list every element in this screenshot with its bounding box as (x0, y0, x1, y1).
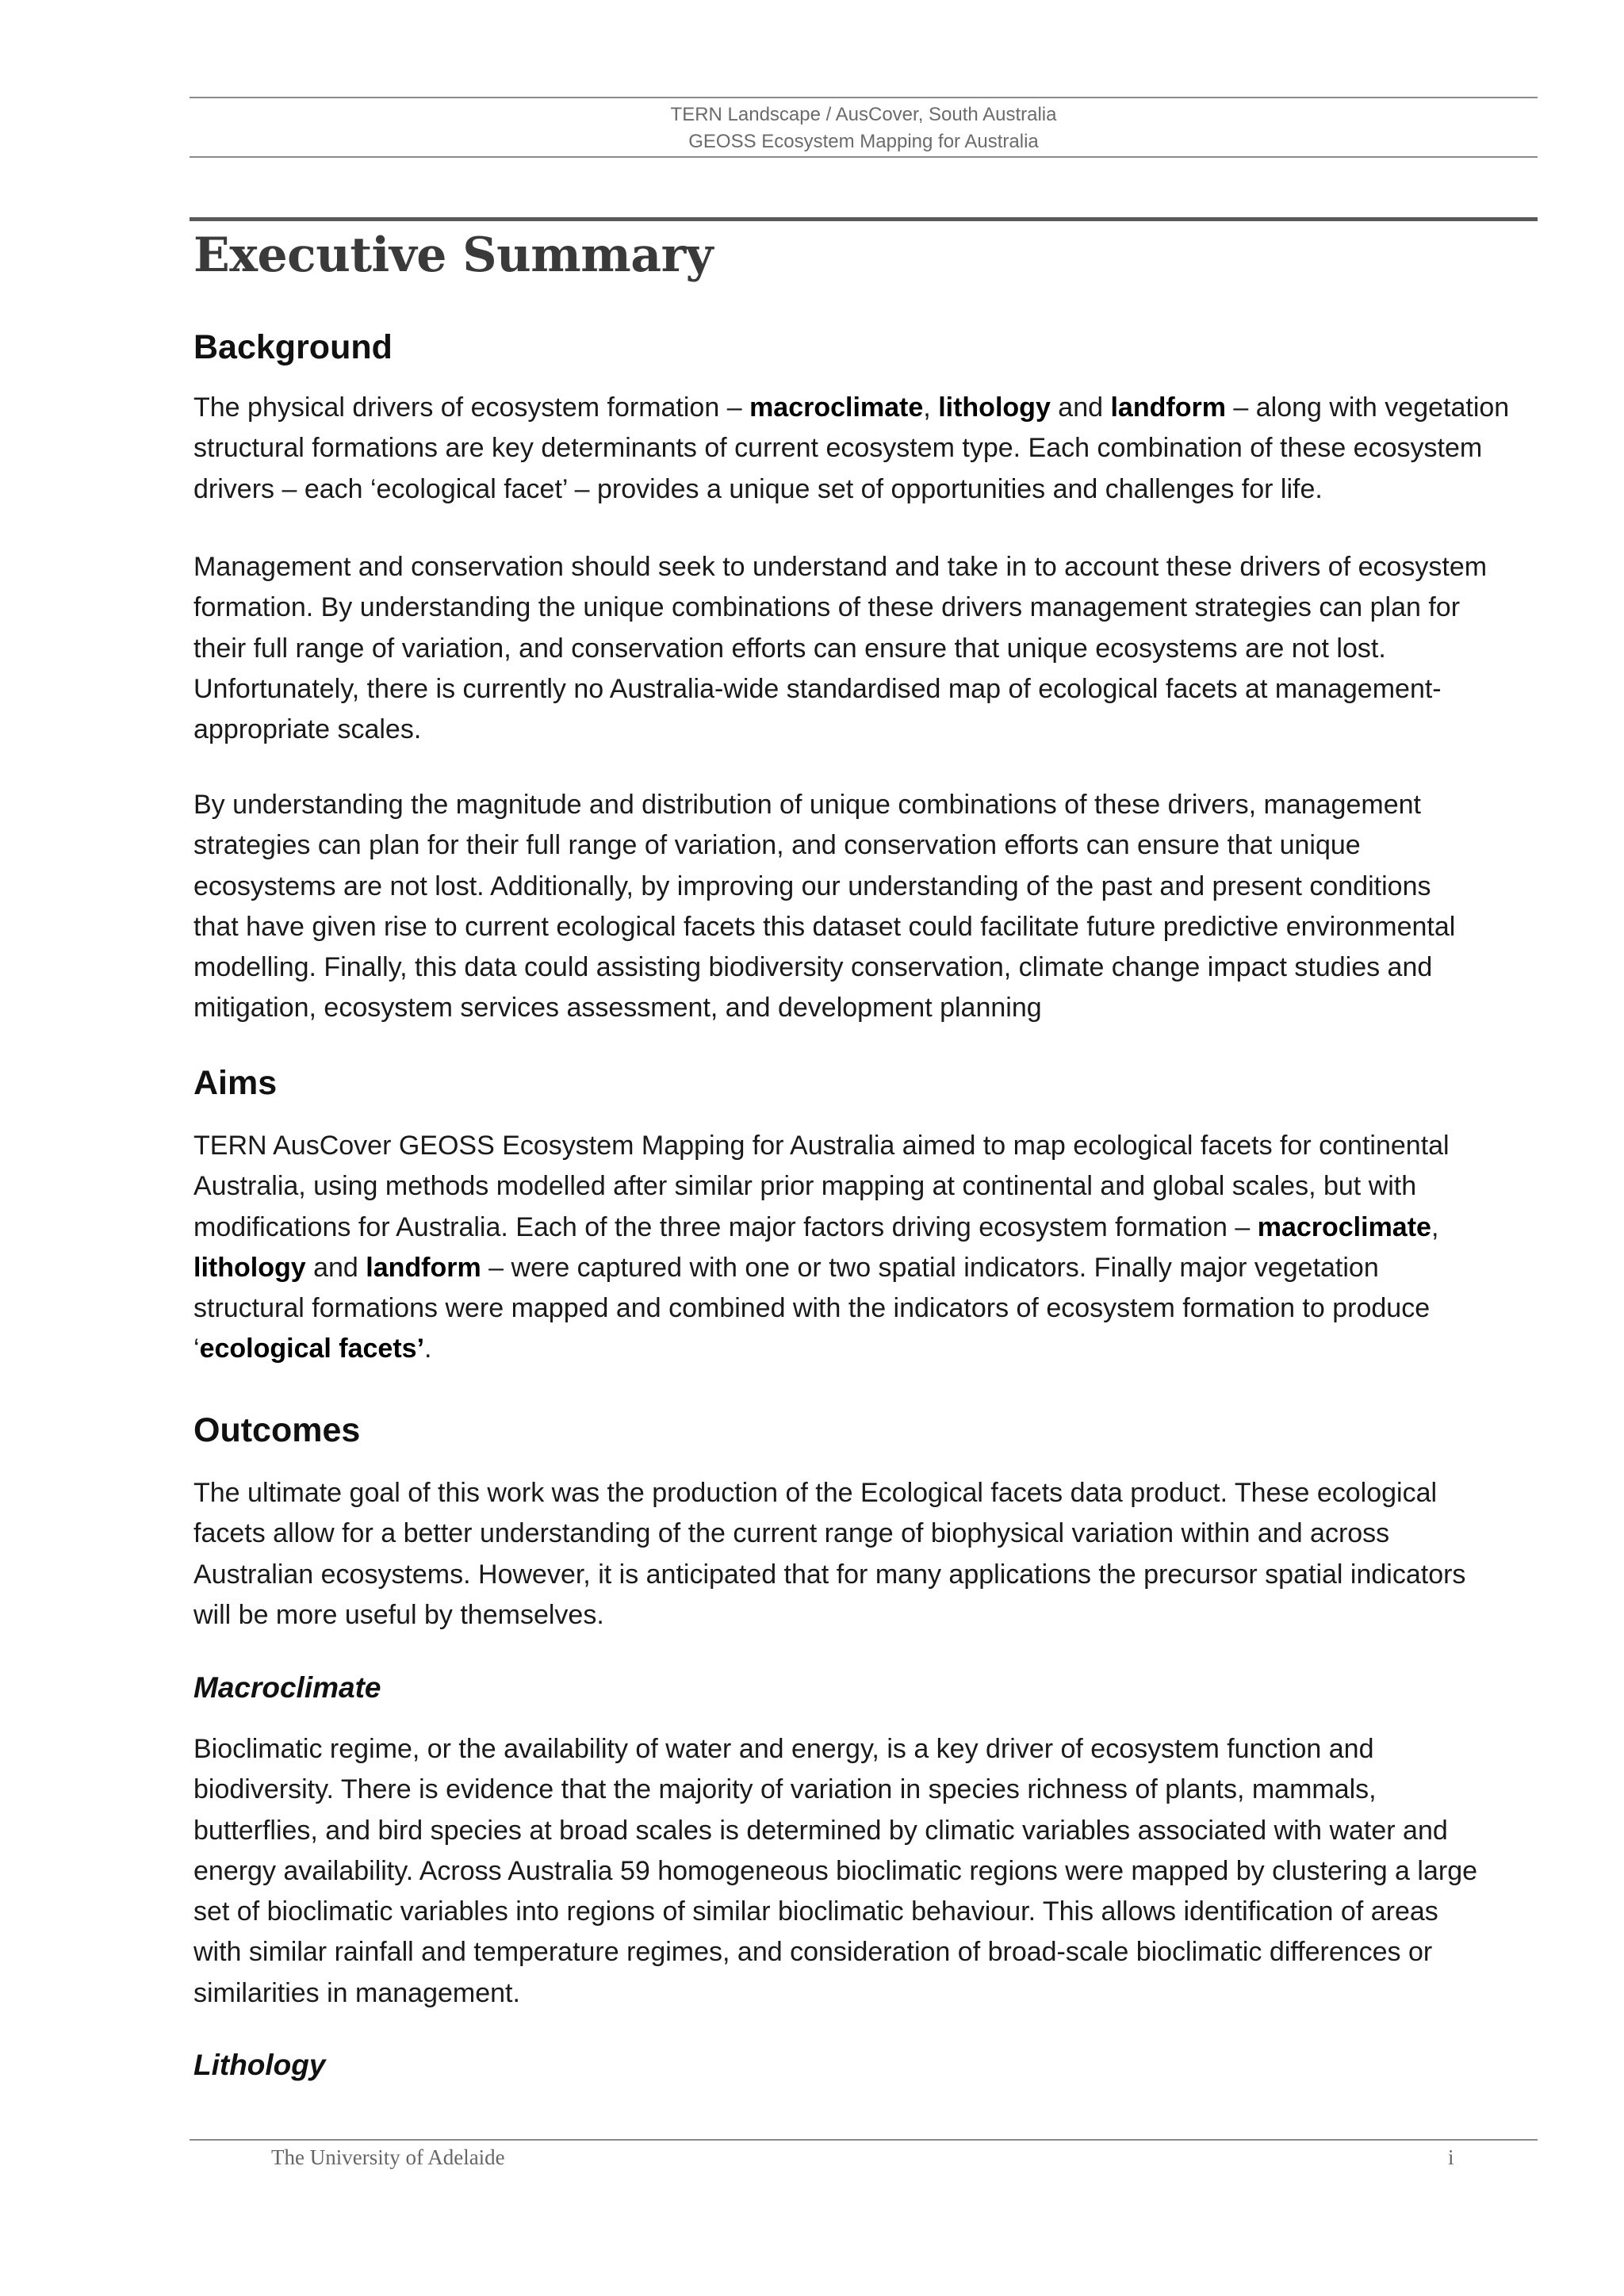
running-header (190, 101, 1538, 155)
text-line: structural formations were mapped and combined with the indicators of ecosystem formation to produce (193, 1293, 1431, 1324)
text-line: with similar rainfall and temperature regimes, and consideration of broad-scale bioclimatic differences or (193, 1937, 1433, 1968)
text-line: Unfortunately, there is currently no Australia-wide standardised map of ecological facets at management- (193, 673, 1442, 704)
paragraph-outcomes (193, 1473, 1542, 1636)
text-line: The ultimate goal of this work was the production of the Ecological facets data product. These ecological (193, 1478, 1438, 1508)
text-line: structural formations are key determinants of current ecosystem type. Each combination of these ecosystem (193, 433, 1483, 464)
paragraph-background-1 (193, 388, 1542, 510)
text-line: The physical drivers of ecosystem formation – macroclimate, lithology and landform – along with vegetation (193, 392, 1510, 423)
heading-background: Background (193, 328, 393, 366)
text-line: biodiversity. There is evidence that the majority of variation in species richness of plants, mammals, (193, 1774, 1377, 1805)
text-line: mitigation, ecosystem services assessment, and development planning (193, 993, 1042, 1024)
text-line: Australia, using methods modelled after similar prior mapping at continental and global scales, but with (193, 1171, 1417, 1202)
page-number: i (1448, 2145, 1454, 2169)
text-line: formation. By understanding the unique combinations of these drivers management strategies can plan for (193, 592, 1461, 623)
paragraph-aims (193, 1126, 1542, 1370)
heading-macroclimate: Macroclimate (193, 1671, 381, 1704)
text-line: their full range of variation, and conservation efforts can ensure that unique ecosystems are not lost. (193, 633, 1386, 664)
text-line: appropriate scales. (193, 714, 422, 745)
text-line: drivers – each ‘ecological facet’ – provides a unique set of opportunities and challenges for life. (193, 473, 1323, 504)
text-line: By understanding the magnitude and distribution of unique combinations of these drivers, management (193, 790, 1421, 820)
text-line: Management and conservation should seek to understand and take in to account these drivers of ecosystem (193, 552, 1488, 582)
text-line: similarities in management. (193, 1977, 520, 2008)
header-bottom-rule (190, 156, 1538, 158)
footer-rule (190, 2139, 1538, 2141)
text-line: modelling. Finally, this data could assisting biodiversity conservation, climate change impact studies and (193, 952, 1433, 983)
heading-lithology: Lithology (193, 2049, 326, 2081)
heading-aims: Aims (193, 1064, 278, 1102)
header-top-rule (190, 97, 1538, 98)
text-line: set of bioclimatic variables into regions of similar bioclimatic behaviour. This allows identification of areas (193, 1896, 1438, 1927)
text-line: butterflies, and bird species at broad scales is determined by climatic variables associated with water and (193, 1815, 1448, 1846)
text-line: will be more useful by themselves. (193, 1599, 604, 1630)
paragraph-background-3 (193, 785, 1542, 1029)
text-line: that have given rise to current ecological facets this dataset could facilitate future predictive environmental (193, 911, 1456, 942)
text-line: lithology and landform – were captured with one or two spatial indicators. Finally major vegetation (193, 1252, 1379, 1283)
footer-institution: The University of Adelaide (271, 2145, 505, 2169)
text-line: modifications for Australia. Each of the three major factors driving ecosystem formation – macroclimate, (193, 1211, 1439, 1242)
text-line: Australian ecosystems. However, it is anticipated that for many applications the precursor spatial indicators (193, 1559, 1466, 1590)
text-line: strategies can plan for their full range of variation, and conservation efforts can ensure that unique (193, 830, 1361, 861)
text-line: Bioclimatic regime, or the availability of water and energy, is a key driver of ecosystem function and (193, 1734, 1374, 1764)
paragraph-background-2 (193, 547, 1542, 750)
text-line: ‘ecological facets’. (193, 1334, 432, 1364)
running-header-line-2: GEOSS Ecosystem Mapping for Australia (688, 131, 1039, 152)
paragraph-macroclimate (193, 1729, 1542, 2014)
text-line: facets allow for a better understanding of the current range of biophysical variation within and across (193, 1518, 1390, 1549)
heading-outcomes: Outcomes (193, 1411, 361, 1449)
text-line: energy availability. Across Australia 59 homogeneous bioclimatic regions were mapped by clustering a large (193, 1855, 1478, 1886)
text-line: ecosystems are not lost. Additionally, by improving our understanding of the past and present conditions (193, 871, 1431, 901)
text-line: TERN AusCover GEOSS Ecosystem Mapping for Australia aimed to map ecological facets for continental (193, 1131, 1450, 1161)
title-rule (190, 217, 1538, 221)
page-title: Executive Summary (193, 228, 714, 283)
running-header-line-1: TERN Landscape / AusCover, South Australia (670, 104, 1057, 125)
